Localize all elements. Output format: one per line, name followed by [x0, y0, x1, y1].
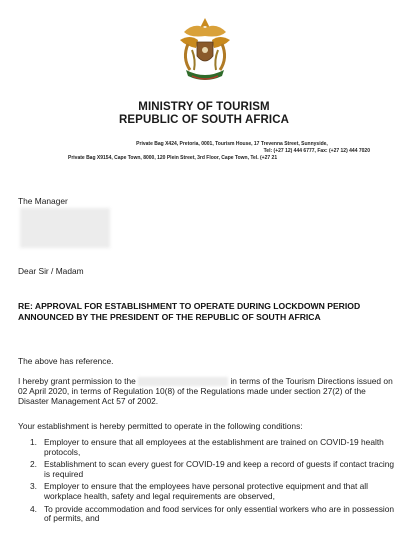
- list-item: 1. Employer to ensure that all employees at the establishment are trained on COVID-19 health protocols,: [30, 437, 384, 457]
- subject-line: RE: APPROVAL FOR ESTABLISHMENT TO OPERATE DURING LOCKDOWN PERIOD ANNOUNCED BY THE PRESIDENT OF THE REPUBLIC OF SOUTH AFRICA: [18, 301, 361, 322]
- reference-line: The above has reference.: [18, 356, 114, 366]
- republic-title: REPUBLIC OF SOUTH AFRICA: [119, 114, 289, 126]
- salutation: Dear Sir / Madam: [18, 266, 84, 276]
- list-item: 4. To provide accommodation and food services for only essential workers who are in possession of permits, and: [30, 503, 395, 524]
- ministry-title: MINISTRY OF TOURISM: [138, 101, 270, 113]
- address-line-cape-town: Private Bag X9154, Cape Town, 8000, 120 Plein Street, 3rd Floor, Cape Town, Tel. (+27 21: [68, 155, 278, 161]
- list-item: 3. Employer to ensure that the employees have personal protective equipment and that all workplace health, safety and legal requirements are observed,: [30, 481, 369, 502]
- conditions-list: [30, 438, 400, 527]
- tel-line-pretoria: Tel: (+27 12) 444 6777, Fax: (+27 12) 444 7020: [263, 148, 370, 154]
- grant-text-end: in terms of the Tourism Directions issued on 02 April 2020, in terms of Regulation 10(8) of the Regulations made under section 27(2) of the Disaster Management Act 57 of 2002.: [18, 376, 393, 407]
- grant-text-start: I hereby grant permission to the: [18, 376, 136, 386]
- permitted-line: Your establishment is hereby permitted to operate in the following conditions:: [18, 421, 303, 431]
- coat-of-arms-logo: [176, 14, 234, 86]
- redacted-recipient-block: [20, 208, 110, 248]
- grant-paragraph: [18, 376, 393, 406]
- recipient-title: The Manager: [18, 196, 68, 206]
- redacted-establishment-name: [138, 377, 228, 386]
- list-item: 2. Establishment to scan every guest for COVID-19 and keep a record of guests if contact tracing is required: [30, 459, 395, 479]
- address-line-pretoria: Private Bag X424, Pretoria, 0001, Tourism House, 17 Trevenna Street, Sunnyside,: [136, 141, 328, 147]
